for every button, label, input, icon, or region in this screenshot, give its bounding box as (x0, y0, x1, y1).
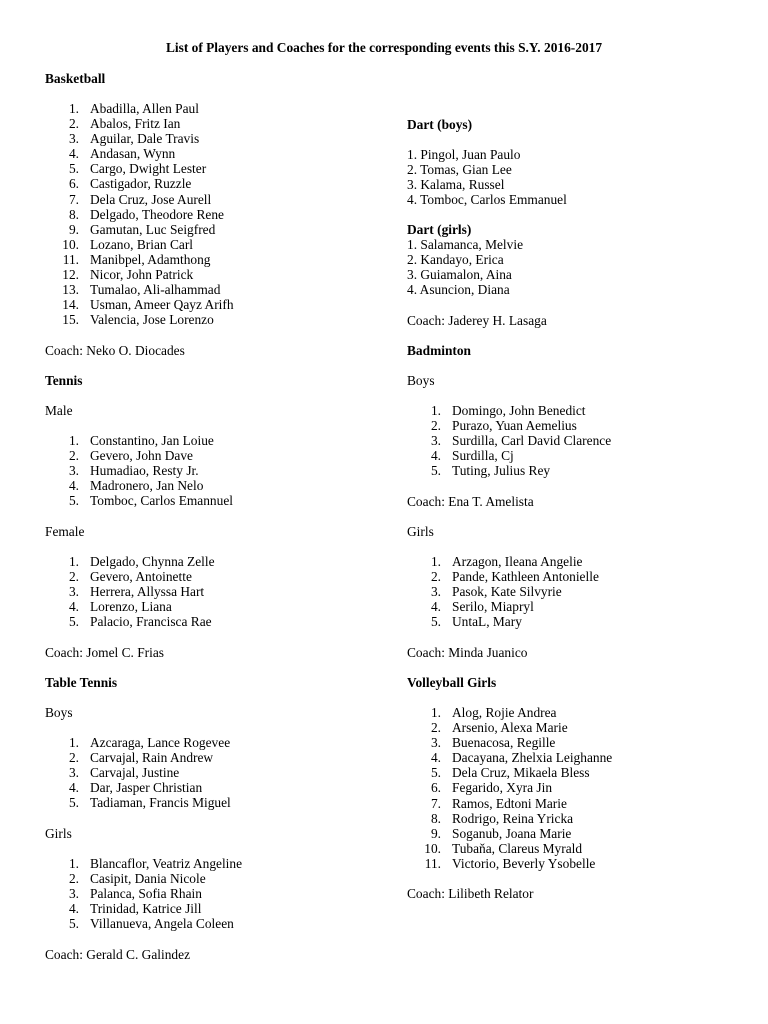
list-number: 2. (68, 750, 79, 766)
player-name: Madronero, Jan Nelo (90, 478, 204, 494)
list-item (45, 297, 385, 312)
list-item (407, 614, 747, 629)
list-number: 3. (68, 765, 79, 781)
dart-girls-heading: Dart (girls) (407, 222, 472, 237)
badminton-heading: Badminton (407, 343, 471, 358)
list-item (45, 554, 385, 569)
list-number: 9. (430, 825, 441, 841)
list-number: 5. (68, 916, 79, 932)
list-item (45, 599, 385, 614)
player-name: Constantino, Jan Loiue (90, 433, 214, 448)
list-number: 3. (430, 584, 441, 600)
player-name: Blancaflor, Veatriz Angeline (90, 856, 243, 871)
list-number: 10. (424, 840, 441, 856)
player-name: Abadilla, Allen Paul (90, 101, 199, 116)
table-tennis-girls-list (45, 856, 385, 931)
dart-boys-heading: Dart (boys) (407, 117, 473, 132)
list-item (45, 493, 385, 508)
player-name: Purazo, Yuan Aemelius (452, 418, 577, 434)
list-number: 6. (430, 780, 441, 796)
table-tennis-coach: Coach: Gerald C. Galindez (45, 947, 191, 962)
list-item (45, 116, 385, 131)
list-number: 4. (68, 478, 79, 494)
list-item (407, 418, 747, 433)
list-item (45, 207, 385, 222)
list-item (407, 765, 747, 780)
player-name: Cargo, Dwight Lester (90, 161, 207, 177)
player-name: Nicor, John Patrick (90, 267, 194, 283)
player-name: Victorio, Beverly Ysobelle (452, 855, 596, 871)
player-name: Lorenzo, Liana (90, 599, 172, 615)
list-item: 3. Kalama, Russel (407, 177, 505, 193)
list-number: 6. (68, 176, 79, 192)
badminton-girls-label: Girls (407, 524, 434, 539)
list-item (45, 463, 385, 478)
table-tennis-boys-label: Boys (45, 705, 73, 720)
list-number: 7. (430, 795, 441, 811)
player-name: Usman, Ameer Qayz Arifh (90, 297, 234, 313)
basketball-heading: Basketball (45, 71, 106, 86)
basketball-list (45, 101, 385, 327)
list-item (45, 886, 385, 901)
list-number: 2. (68, 448, 79, 464)
page-title: List of Players and Coaches for the corresponding events this S.Y. 2016-2017 (165, 40, 603, 55)
volleyball-girls-heading: Volleyball Girls (407, 675, 497, 690)
list-item (45, 448, 385, 463)
list-number: 4. (430, 750, 441, 766)
tennis-coach: Coach: Jomel C. Frias (45, 645, 165, 660)
list-number: 3. (68, 886, 79, 902)
player-name: Gevero, John Dave (90, 448, 193, 464)
list-number: 15. (62, 312, 79, 328)
player-name: Valencia, Jose Lorenzo (90, 312, 214, 328)
list-item (45, 750, 385, 765)
player-name: Andasan, Wynn (90, 146, 176, 162)
badminton-boys-list (407, 403, 747, 478)
list-number: 8. (430, 810, 441, 826)
player-name: Gevero, Antoinette (90, 569, 192, 585)
player-name: Tomboc, Carlos Emannuel (90, 493, 233, 509)
list-item: 1. Pingol, Juan Paulo (407, 147, 521, 162)
player-name: Castigador, Ruzzle (90, 176, 192, 192)
dart-coach: Coach: Jaderey H. Lasaga (407, 313, 547, 328)
list-number: 3. (68, 131, 79, 147)
list-item (407, 735, 747, 750)
player-name: Aguilar, Dale Travis (90, 131, 200, 147)
list-item (45, 569, 385, 584)
list-item (407, 554, 747, 569)
tennis-female-list (45, 554, 385, 629)
list-item (45, 237, 385, 252)
player-name: Surdilla, Cj (452, 448, 514, 464)
list-item: 4. Tomboc, Carlos Emmanuel (407, 192, 567, 208)
player-name: Dela Cruz, Mikaela Bless (452, 765, 590, 781)
list-item (45, 312, 385, 327)
list-item (407, 826, 747, 841)
player-name: Tadiaman, Francis Miguel (90, 795, 231, 811)
player-name: Pasok, Kate Silvyrie (452, 584, 562, 600)
list-item (45, 901, 385, 916)
player-name: Tuting, Julius Rey (452, 463, 551, 479)
player-name: Palanca, Sofia Rhain (90, 886, 202, 902)
list-number: 2. (68, 116, 79, 132)
player-name: UntaL, Mary (452, 614, 522, 630)
list-item (45, 131, 385, 146)
list-number: 1. (430, 705, 441, 720)
player-name: Carvajal, Justine (90, 765, 180, 781)
list-item (45, 735, 385, 750)
table-tennis-boys-list (45, 735, 385, 810)
list-item (407, 780, 747, 795)
list-number: 9. (68, 221, 79, 237)
list-item: 3. Guiamalon, Aina (407, 267, 512, 283)
player-name: Tubaňa, Clareus Myrald (452, 840, 583, 856)
list-number: 2. (430, 569, 441, 585)
list-item (45, 222, 385, 237)
list-item (407, 433, 747, 448)
list-item (407, 856, 747, 871)
list-number: 5. (68, 795, 79, 811)
list-number: 12. (62, 267, 79, 283)
list-number: 5. (68, 493, 79, 509)
player-name: Dela Cruz, Jose Aurell (90, 191, 212, 207)
tennis-male-label: Male (45, 403, 73, 418)
badminton-boys-coach: Coach: Ena T. Amelista (407, 494, 534, 509)
list-item (407, 796, 747, 811)
volleyball-coach: Coach: Lilibeth Relator (407, 886, 534, 901)
list-item (407, 750, 747, 765)
list-item (45, 267, 385, 282)
list-number: 1. (68, 433, 79, 448)
list-item (45, 795, 385, 810)
list-number: 5. (430, 463, 441, 479)
list-number: 1. (68, 735, 79, 750)
list-number: 2. (68, 569, 79, 585)
list-item (45, 765, 385, 780)
list-item (407, 841, 747, 856)
list-number: 1. (430, 554, 441, 569)
list-item (407, 448, 747, 463)
list-item (407, 720, 747, 735)
list-item (45, 282, 385, 297)
list-number: 4. (68, 599, 79, 615)
volleyball-girls-list (407, 705, 747, 871)
badminton-girls-list (407, 554, 747, 629)
list-item (45, 478, 385, 493)
player-name: Delgado, Chynna Zelle (90, 554, 215, 569)
list-number: 4. (68, 901, 79, 917)
player-name: Villanueva, Angela Coleen (90, 916, 234, 932)
list-item (45, 780, 385, 795)
player-name: Domingo, John Benedict (452, 403, 586, 418)
player-name: Lozano, Brian Carl (90, 236, 193, 252)
player-name: Ramos, Edtoni Marie (452, 795, 567, 811)
badminton-girls-coach: Coach: Minda Juanico (407, 645, 528, 660)
player-name: Palacio, Francisca Rae (90, 614, 212, 630)
dart-boys-list (407, 147, 747, 207)
tennis-male-list (45, 433, 385, 508)
player-name: Trinidad, Katrice Jill (90, 901, 202, 917)
list-number: 11. (424, 855, 441, 871)
list-item (45, 856, 385, 871)
list-item (45, 252, 385, 267)
list-number: 1. (68, 554, 79, 569)
list-item (45, 192, 385, 207)
player-name: Buenacosa, Regille (452, 735, 556, 751)
player-name: Tumalao, Ali-alhammad (90, 282, 221, 298)
player-name: Alog, Rojie Andrea (452, 705, 557, 720)
player-name: Dacayana, Zhelxia Leighanne (452, 750, 613, 766)
list-number: 2. (430, 720, 441, 736)
list-item (45, 614, 385, 629)
list-number: 14. (62, 297, 79, 313)
player-name: Serilo, Miapryl (452, 599, 534, 615)
list-item (45, 161, 385, 176)
list-number: 3. (430, 735, 441, 751)
player-name: Azcaraga, Lance Rogevee (90, 735, 231, 750)
list-item (407, 599, 747, 614)
list-item: 2. Tomas, Gian Lee (407, 162, 512, 178)
tennis-female-label: Female (45, 524, 85, 539)
player-name: Herrera, Allyssa Hart (90, 584, 205, 600)
list-item: 4. Asuncion, Diana (407, 282, 510, 298)
list-number: 3. (68, 463, 79, 479)
list-number: 1. (68, 101, 79, 116)
list-number: 8. (68, 206, 79, 222)
dart-girls-list (407, 237, 747, 297)
player-name: Abalos, Fritz Ian (90, 116, 181, 132)
list-number: 13. (62, 282, 79, 298)
list-number: 10. (62, 236, 79, 252)
list-number: 7. (68, 191, 79, 207)
tennis-heading: Tennis (45, 373, 83, 388)
list-item (45, 916, 385, 931)
player-name: Pande, Kathleen Antonielle (452, 569, 599, 585)
list-item (407, 463, 747, 478)
list-item: 2. Kandayo, Erica (407, 252, 504, 268)
player-name: Fegarido, Xyra Jin (452, 780, 553, 796)
list-number: 3. (68, 584, 79, 600)
list-number: 1. (430, 403, 441, 418)
list-number: 4. (430, 448, 441, 464)
player-name: Casipit, Dania Nicole (90, 871, 206, 887)
table-tennis-girls-label: Girls (45, 826, 72, 841)
list-item (407, 403, 747, 418)
player-name: Dar, Jasper Christian (90, 780, 203, 796)
list-item (45, 101, 385, 116)
list-number: 1. (68, 856, 79, 871)
player-name: Gamutan, Luc Seigfred (90, 221, 216, 237)
player-name: Humadiao, Resty Jr. (90, 463, 199, 479)
list-item (45, 176, 385, 191)
list-number: 5. (430, 765, 441, 781)
list-number: 5. (68, 161, 79, 177)
player-name: Carvajal, Rain Andrew (90, 750, 214, 766)
list-number: 4. (430, 599, 441, 615)
table-tennis-heading: Table Tennis (45, 675, 118, 690)
list-item: 1. Salamanca, Melvie (407, 237, 524, 252)
list-item (45, 433, 385, 448)
list-item (407, 705, 747, 720)
player-name: Arsenio, Alexa Marie (452, 720, 568, 736)
list-item (407, 584, 747, 599)
list-number: 3. (430, 433, 441, 449)
list-item (45, 146, 385, 161)
list-number: 2. (68, 871, 79, 887)
player-name: Delgado, Theodore Rene (90, 206, 224, 222)
player-name: Soganub, Joana Marie (452, 825, 572, 841)
player-name: Arzagon, Ileana Angelie (452, 554, 583, 569)
list-item (407, 569, 747, 584)
list-item (45, 871, 385, 886)
list-number: 5. (430, 614, 441, 630)
list-item (407, 811, 747, 826)
player-name: Surdilla, Carl David Clarence (452, 433, 612, 449)
list-number: 5. (68, 614, 79, 630)
player-name: Manibpel, Adamthong (90, 251, 211, 267)
basketball-coach: Coach: Neko O. Diocades (45, 343, 185, 358)
list-number: 2. (430, 418, 441, 434)
list-number: 11. (62, 251, 79, 267)
list-item (45, 584, 385, 599)
list-number: 4. (68, 146, 79, 162)
player-name: Rodrigo, Reina Yricka (452, 810, 574, 826)
list-number: 4. (68, 780, 79, 796)
badminton-boys-label: Boys (407, 373, 435, 388)
